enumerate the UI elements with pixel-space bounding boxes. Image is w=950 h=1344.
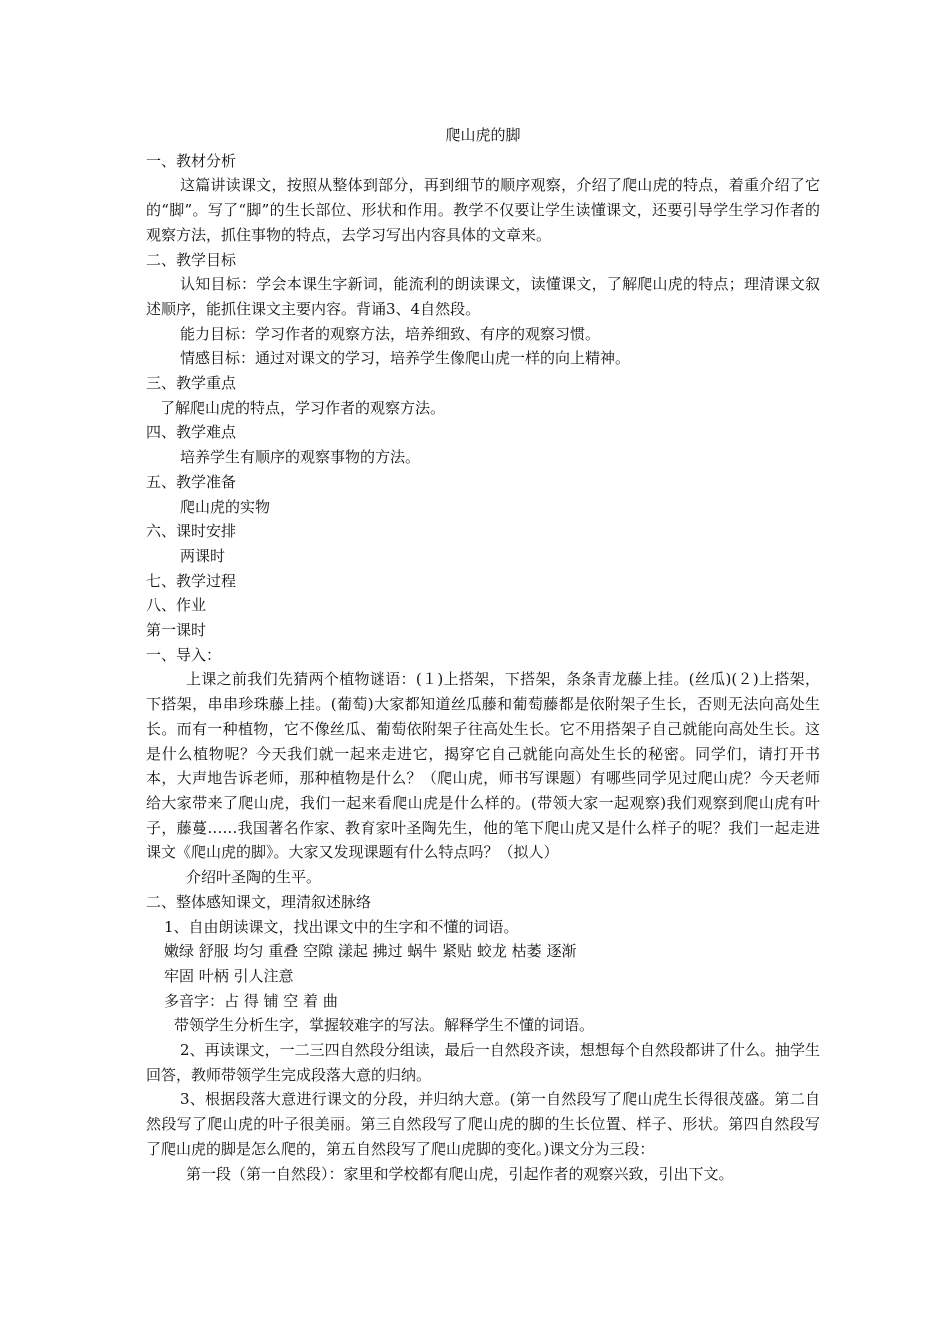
section-heading: 四、教学难点 <box>146 423 237 442</box>
section-heading: 三、教学重点 <box>146 374 237 393</box>
paragraph: 这篇讲读课文，按照从整体到部分，再到细节的顺序观察，介绍了爬山虎的特点，着重介绍了它的“脚”。写了“脚”的生长部位、形状和作用。教学不仅要让学生读懂课文，还要引导学生学习作者的观察方法，抓住事物的特点，去学习写出内容具体的文章来。 <box>146 176 820 244</box>
paragraph: 了解爬山虎的特点，学习作者的观察方法。 <box>160 398 446 417</box>
paragraph: 爬山虎的实物 <box>180 497 271 516</box>
section-heading: 五、教学准备 <box>146 472 237 491</box>
paragraph: 3、根据段落大意进行课文的分段，并归纳大意。(第一自然段写了爬山虎生长得很茂盛。第二自然段写了爬山虎的叶子很美丽。第三自然段写了爬山虎的脚的生长位置、样子、形状。第四自然段写了爬山虎的脚是怎么爬的，第五自然段写了爬山虎脚的变化。)课文分为三段： <box>146 1090 820 1158</box>
section-heading: 七、教学过程 <box>146 571 237 590</box>
paragraph: 牢固 叶柄 引人注意 <box>164 966 294 985</box>
paragraph: 介绍叶圣陶的生平。 <box>186 868 322 887</box>
paragraph: 嫩绿 舒服 均匀 重叠 空隙 漾起 拂过 蜗牛 紧贴 蛟龙 枯萎 逐渐 <box>164 942 577 961</box>
paragraph: 带领学生分析生字，掌握较难字的写法。解释学生不懂的词语。 <box>174 1016 595 1035</box>
paragraph: 2、再读课文，一二三四自然段分组读，最后一自然段齐读，想想每个自然段都讲了什么。抽学生回答，教师带领学生完成段落大意的归纳。 <box>146 1041 820 1084</box>
section-heading: 二、教学目标 <box>146 250 237 269</box>
paragraph: 能力目标：学习作者的观察方法，培养细致、有序的观察习惯。 <box>180 324 601 343</box>
section-heading: 八、作业 <box>146 596 207 615</box>
document-body <box>146 149 820 1187</box>
section-heading: 二、整体感知课文，理清叙述脉络 <box>146 892 372 911</box>
section-heading: 六、课时安排 <box>146 522 237 541</box>
document-title: 爬山虎的脚 <box>445 126 521 144</box>
paragraph: 上课之前我们先猜两个植物谜语：(１)上搭架，下搭架，条条青龙藤上挂。(丝瓜)(２)上搭架，下搭架，串串珍珠藤上挂。(葡萄)大家都知道丝瓜藤和葡萄藤都是依附架子生长，否则无法向高处生长。而有一种植物，它不像丝瓜、葡萄依附架子往高处生长。它不用搭架子自己就能向高处生长。这是什么植物呢？今天我们就一起来走进它，揭穿它自己就能向高处生长的秘密。同学们，请打开书本，大声地告诉老师，那种植物是什么？（爬山虎，师书写课题）有哪些同学见过爬山虎？今天老师给大家带来了爬山虎，我们一起来看爬山虎是什么样的。(带领大家一起观察)我们观察到爬山虎有叶子，藤蔓……我国著名作家、教育家叶圣陶先生，他的笔下爬山虎又是什么样子的呢？我们一起走进课文《爬山虎的脚》。大家又发现课题有什么特点吗？（拟人） <box>146 670 820 862</box>
paragraph: 第一段（第一自然段）：家里和学校都有爬山虎，引起作者的观察兴致，引出下文。 <box>186 1164 734 1183</box>
paragraph: 1、自由朗读课文，找出课文中的生字和不懂的词语。 <box>164 917 519 936</box>
section-heading: 第一课时 <box>146 621 207 640</box>
paragraph: 情感目标：通过对课文的学习，培养学生像爬山虎一样的向上精神。 <box>180 349 631 368</box>
section-heading: 一、导入： <box>146 645 222 664</box>
paragraph: 多音字：占 得 铺 空 着 曲 <box>164 991 338 1010</box>
paragraph: 培养学生有顺序的观察事物的方法。 <box>180 448 421 467</box>
paragraph: 两课时 <box>180 546 226 565</box>
section-heading: 一、教材分析 <box>146 151 237 170</box>
paragraph: 认知目标：学会本课生字新词，能流利的朗读课文，读懂课文，了解爬山虎的特点；理清课文叙述顺序，能抓住课文主要内容。背诵3、4自然段。 <box>146 275 820 318</box>
